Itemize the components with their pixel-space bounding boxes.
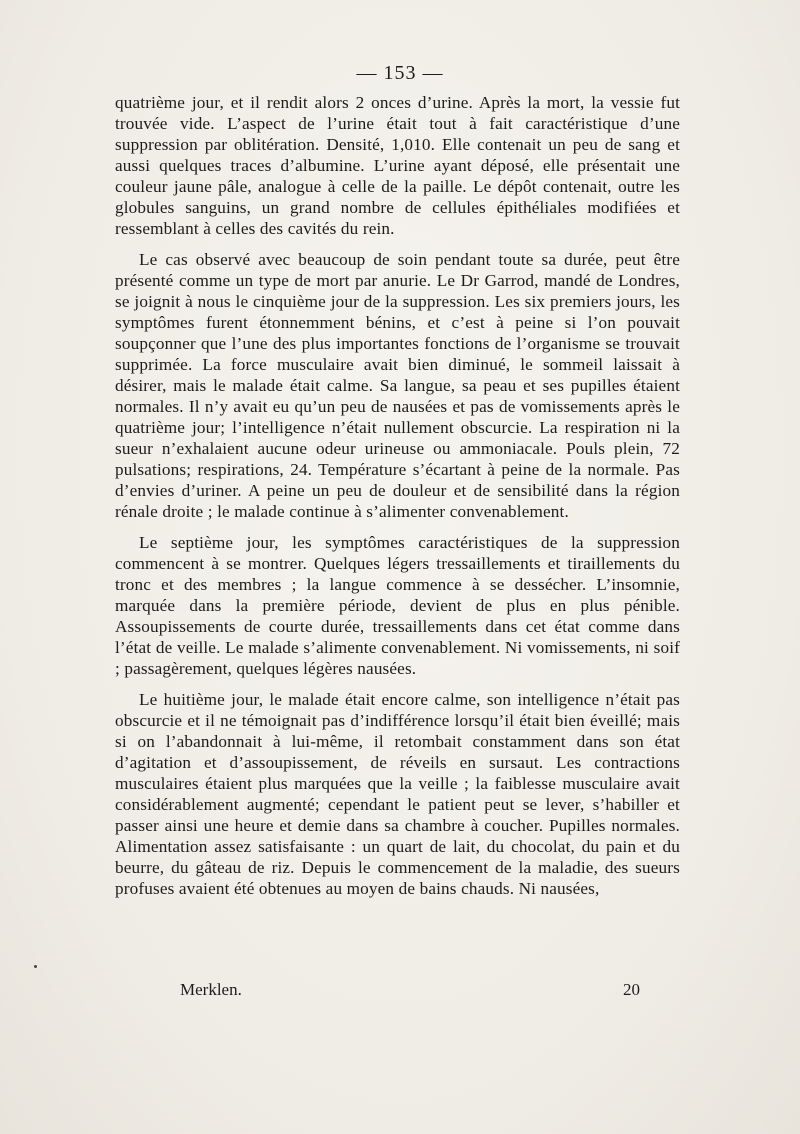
body-text	[115, 92, 680, 909]
printer-signature: Merklen.	[180, 980, 242, 999]
paragraph-3: Le septième jour, les symptômes caractéristiques de la suppression commencent à se montrer. Quelques légers tressaillements et tiraillements du tronc et des membres ; la langue commence à se dessécher. L’insomnie, marquée dans la première période, devient de plus en plus pénible. Assoupissements de courte durée, tressaillements dans cet état comme dans l’état de veille. Le malade s’alimente convenablement. Ni vomissements, ni soif ; passagèrement, quelques légères nausées.	[115, 533, 680, 678]
paragraph-4: Le huitième jour, le malade était encore calme, son intelligence n’était pas obscurcie et il ne témoignait pas d’indifférence lorsqu’il était bien éveillé; mais si on l’abandonnait à lui-même, il retombait constamment dans son état d’agitation et d’assoupissement, de réveils en sursaut. Les contractions musculaires étaient plus marquées que la veille ; la faiblesse musculaire avait considérablement augmenté; cependant le patient peut se lever, s’habiller et passer ainsi une heure et demie dans sa chambre à coucher. Pupilles normales. Alimentation assez satisfaisante : un quart de lait, du chocolat, du pain et du beurre, du gâteau de riz. Depuis le commencement de la maladie, des sueurs profuses avaient été obtenues au moyen de bains chauds. Ni nausées,	[115, 690, 680, 898]
page-number: — 153 —	[356, 62, 444, 84]
sheet-number: 20	[623, 980, 640, 999]
paragraph-1: quatrième jour, et il rendit alors 2 onces d’urine. Après la mort, la vessie fut trouvée vide. L’aspect de l’urine était tout à fait caractéristique d’une suppression par oblitération. Densité, 1,010. Elle contenait un peu de sang et aussi quelques traces d’albumine. L’urine ayant déposé, elle présentait une couleur jaune pâle, analogue à celle de la paille. Le dépôt contenait, outre les globules sanguins, un grand nombre de cellules épithéliales modifiées et ressemblant à celles des cavités du rein.	[115, 93, 680, 238]
paragraph-2: Le cas observé avec beaucoup de soin pendant toute sa durée, peut être présenté comme un type de mort par anurie. Le Dr Garrod, mandé de Londres, se joignit à nous le cinquième jour de la suppression. Les six premiers jours, les symptômes furent étonnemment bénins, et c’est à peine si l’on pouvait soupçonner que l’une des plus importantes fonctions de l’organisme se trouvait supprimée. La force musculaire avait bien diminué, le sommeil laissait à désirer, mais le malade était calme. Sa langue, sa peau et ses pupilles étaient normales. Il n’y avait eu qu’un peu de nausées et pas de vomissements après le quatrième jour; l’intelligence n’était nullement obscurcie. La respiration ni la sueur n’exhalaient aucune odeur urineuse ou ammoniacale. Pouls plein, 72 pulsations; respirations, 24. Température s’écartant à peine de la normale. Pas d’envies d’uriner. A peine un peu de douleur et de sensibilité dans la région rénale droite ; le malade continue à s’alimenter convenablement.	[115, 250, 680, 521]
margin-speck	[34, 965, 37, 968]
